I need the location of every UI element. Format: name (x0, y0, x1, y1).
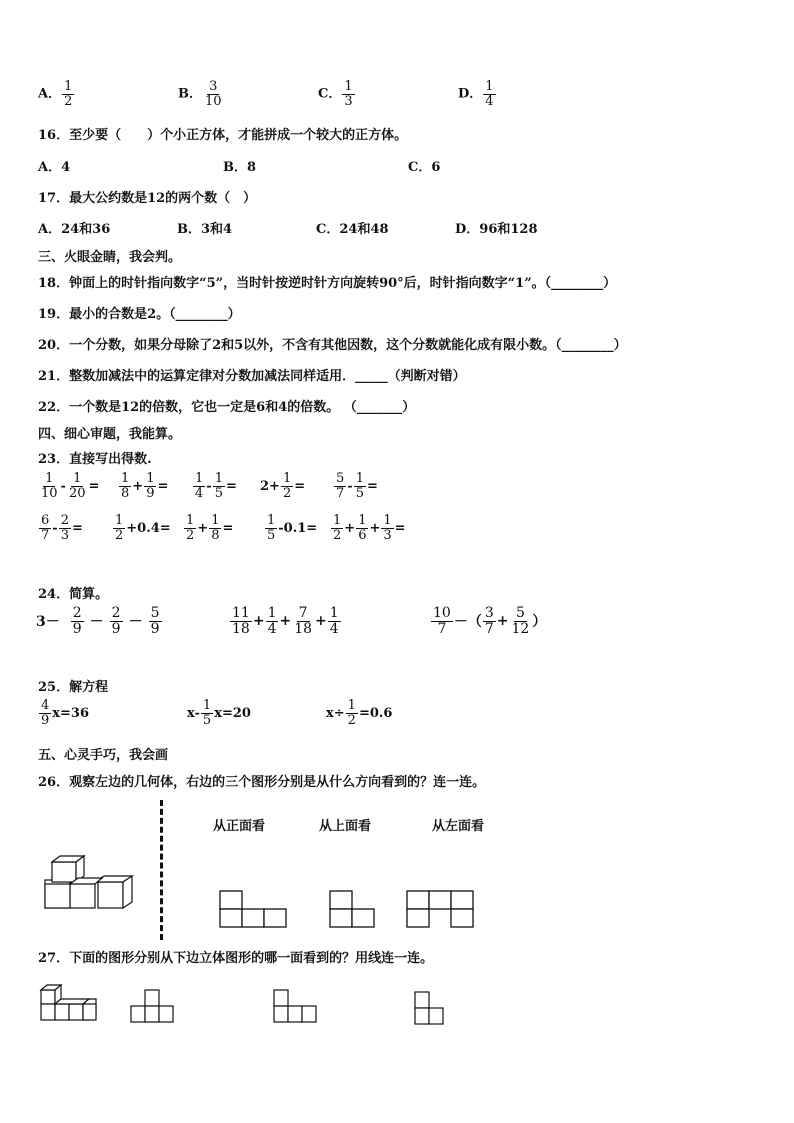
question-19: 19．最小的合数是2。（________） (38, 307, 241, 322)
q17-option-a[interactable]: A．24和36 (38, 222, 111, 237)
q23-item-1: $\frac{1}{10}$ - $\frac{1}{20}$ = (41, 471, 100, 501)
q16-option-b[interactable]: B．8 (223, 160, 257, 175)
question-27-title: 27．下面的图形分别从下边立体图形的哪一面看到的？用线连一连。 (38, 951, 434, 966)
question-23-title: 23．直接写出得数. (38, 452, 152, 467)
q17-options (38, 218, 538, 237)
q23-item-3: $\frac{1}{4}$ - $\frac{1}{5}$ = (195, 471, 237, 501)
q25-equation-1: $\frac{4}{9}$ x=36 (41, 698, 90, 728)
q16-option-c[interactable]: C．6 (408, 160, 441, 175)
q27-view-2[interactable] (272, 988, 320, 1024)
q16-option-a[interactable]: A．4 (38, 160, 71, 175)
q15-option-d[interactable]: D． $\frac{1}{4}$ (458, 79, 494, 109)
q24-expression-1: 3－ $\frac{2}{9}$ － $\frac{2}{9}$ － $\frac{5}{9}$ (36, 605, 160, 637)
q23-item-4: 2+ $\frac{1}{2}$ = (260, 471, 306, 501)
q26-view-c[interactable] (405, 889, 477, 929)
q23-item-2: $\frac{1}{8}$ + $\frac{1}{9}$ = (121, 471, 169, 501)
q23-item-7: $\frac{1}{2}$ +0.4= (115, 513, 171, 543)
q15-options (38, 80, 598, 108)
q23-item-10: $\frac{1}{2}$ + $\frac{1}{6}$ + $\frac{1}{3}$ = (333, 513, 406, 543)
q23-item-5: $\frac{5}{7}$ - $\frac{1}{5}$ = (336, 471, 378, 501)
q15-option-a[interactable]: A． $\frac{1}{2}$ (38, 79, 73, 109)
q26-view-b[interactable] (328, 889, 378, 929)
q26-view-a[interactable] (218, 889, 290, 929)
question-26-title: 26．观察左边的几何体，右边的三个图形分别是从什么方向看到的？连一连。 (38, 775, 486, 790)
q15-option-b[interactable]: B． $\frac{3}{10}$ (178, 79, 222, 109)
q15-option-c[interactable]: C． $\frac{1}{3}$ (318, 79, 353, 109)
dashed-divider (160, 800, 163, 940)
q16-options (38, 156, 440, 175)
q23-item-9: $\frac{1}{5}$ -0.1= (267, 513, 318, 543)
q27-view-1[interactable] (129, 988, 177, 1024)
question-24-title: 24．简算。 (38, 587, 109, 602)
q27-solid-figure (38, 982, 102, 1024)
q26-label-front: 从正面看 (213, 819, 266, 834)
q26-label-top: 从上面看 (319, 819, 372, 834)
q27-view-3[interactable] (413, 988, 449, 1028)
q17-option-d[interactable]: D．96和128 (455, 222, 538, 237)
q25-equation-3: x÷ $\frac{1}{2}$ =0.6 (326, 698, 393, 728)
q25-equation-2: x- $\frac{1}{5}$ x=20 (187, 698, 251, 728)
q17-option-b[interactable]: B．3和4 (177, 222, 233, 237)
q23-item-6: $\frac{6}{7}$ - $\frac{2}{3}$ = (41, 513, 83, 543)
q24-expression-2: $\frac{11}{18}$ + $\frac{1}{4}$ + $\frac{7}{18}$ + $\frac{1}{4}$ (232, 605, 339, 637)
question-25-title: 25．解方程 (38, 680, 109, 695)
section-3-heading: 三、火眼金睛，我会判。 (38, 250, 182, 265)
q17-option-c[interactable]: C．24和48 (316, 222, 389, 237)
q23-item-8: $\frac{1}{2}$ + $\frac{1}{8}$ = (186, 513, 234, 543)
section-5-heading: 五、心灵手巧，我会画 (38, 748, 169, 763)
question-16: 16．至少要（ ）个小正方体，才能拼成一个较大的正方体。 (38, 128, 408, 143)
section-4-heading: 四、细心审题，我能算。 (38, 427, 182, 442)
q26-solid-figure (40, 852, 140, 914)
question-22: 22．一个数是12的倍数，它也一定是6和4的倍数。 （_______） (38, 400, 416, 415)
question-18: 18．钟面上的时针指向数字“5”，当时针按逆时针方向旋转90°后，时针指向数字“1”。（________） (38, 276, 617, 291)
question-20: 20．一个分数，如果分母除了2和5以外，不含有其他因数，这个分数就能化成有限小数。（________） (38, 338, 627, 353)
question-21: 21．整数加减法中的运算定律对分数加减法同样适用．_____（判断对错） (38, 369, 466, 384)
question-17: 17．最大公约数是12的两个数（ ） (38, 191, 257, 206)
q24-expression-3: $\frac{10}{7}$ －（ $\frac{3}{7}$ + $\frac{5}{12}$ ） (433, 605, 547, 637)
q26-label-left: 从左面看 (432, 819, 485, 834)
